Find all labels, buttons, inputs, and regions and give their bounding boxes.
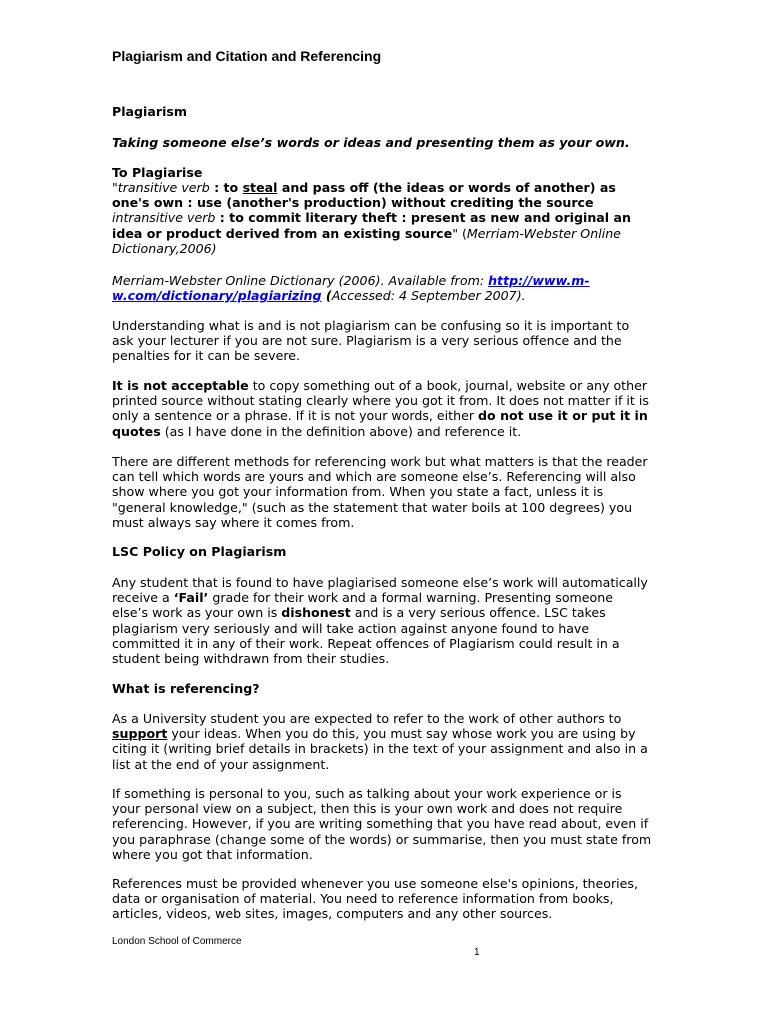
references-paragraph: References must be provided whenever you use someone else's opinions, theories, data or organisation of material. You need to reference information from books, articles, videos, web sites, images, computers and any other sources.: [112, 876, 638, 922]
dishonest-word: dishonest: [281, 605, 351, 621]
transitive-verb-label: transitive verb: [117, 180, 210, 195]
referencing-text-2: your ideas. When you do this, you must say whose work you are using by citing it (writing brief details in brackets) in the text of your assignment and also in a list at the end of your assignment.: [112, 726, 648, 772]
referencing-paragraph: [112, 711, 652, 772]
definition-open-quote: ": [112, 180, 118, 195]
support-word: support: [112, 726, 168, 742]
referencing-text-1: As a University student you are expected to refer to the work of other authors to: [112, 711, 622, 726]
steal-word: steal: [242, 180, 278, 195]
fail-word: ‘Fail’: [173, 590, 209, 606]
footer-school: London School of Commerce: [112, 936, 242, 947]
definition-colon: : to: [209, 180, 243, 195]
transitive-definition: and pass off (the ideas or words of another) as one's own : use (another's production) without crediting the source: [112, 180, 616, 211]
personal-paragraph: If something is personal to you, such as talking about your work experience or is your personal view on a subject, then this is your own work and does not require referencing. However, if you are writing something that you have read about, even if you paraphrase (change some of the words) or summarise, then you must state from where you got that information.: [112, 786, 652, 862]
definition-paragraph: [112, 180, 652, 256]
definition-source: Merriam-Webster Online Dictionary,2006): [112, 225, 621, 256]
acceptable-text-end: (as I have done in the definition above) and reference it.: [160, 423, 522, 439]
plagiarism-heading: Plagiarism: [112, 104, 188, 119]
citation-paragraph: [112, 273, 652, 303]
acceptable-paragraph: [112, 378, 652, 439]
plagiarism-tagline: Taking someone else’s words or ideas and presenting them as your own.: [112, 135, 630, 150]
lsc-policy-paragraph: [112, 575, 652, 666]
not-acceptable-phrase: It is not acceptable: [112, 378, 249, 393]
page-number: 1: [474, 947, 480, 958]
policy-text-1: Any student that is found to have plagiarised someone else’s work will automatically receive a: [112, 575, 648, 606]
definition-close-quote: " (: [452, 225, 467, 241]
intransitive-verb-label: intransitive verb: [112, 210, 216, 226]
to-plagiarise-heading: To Plagiarise: [112, 165, 203, 180]
understanding-paragraph: Understanding what is and is not plagiarism can be confusing so it is important to ask your lecturer if you are not sure. Plagiarism is a very serious offence and the penalties for it can be severe.: [112, 318, 630, 364]
citation-text: Merriam-Webster Online Dictionary (2006). Available from:: [112, 273, 489, 288]
lsc-policy-heading: LSC Policy on Plagiarism: [112, 544, 287, 559]
intransitive-definition: : to commit literary theft : present as new and original an idea or product derived from an existing source: [112, 210, 631, 241]
methods-paragraph: There are different methods for referencing work but what matters is that the reader can tell which words are yours and which are someone else’s. Referencing will also show where you got your information from. When you state a fact, unless it is "general knowledge," (such as the statement that water boils at 100 degrees) you must always say where it comes from.: [112, 454, 648, 530]
quotes-phrase: do not use it or put it in quotes: [112, 408, 648, 439]
policy-text-3: and is a very serious offence. LSC takes plagiarism very seriously and will take action against anyone found to have committed it in any of their work. Repeat offences of Plagiarism could result in a student being withdrawn from their studies.: [112, 605, 620, 667]
acceptable-text: to copy something out of a book, journal, website or any other printed source without stating clearly where you got it from. It does not matter if it is only a sentence or a phrase. If it is not your words, either: [112, 378, 649, 424]
dictionary-link[interactable]: http://www.m-w.com/dictionary/plagiarizing: [112, 273, 590, 304]
document-title: Plagiarism and Citation and Referencing: [112, 48, 382, 64]
policy-text-2: grade for their work and a formal warning. Presenting someone else’s work as your own is: [112, 590, 613, 621]
citation-separator: (: [321, 288, 332, 304]
citation-accessed: Accessed: 4 September 2007).: [331, 288, 526, 304]
referencing-heading: What is referencing?: [112, 681, 260, 696]
